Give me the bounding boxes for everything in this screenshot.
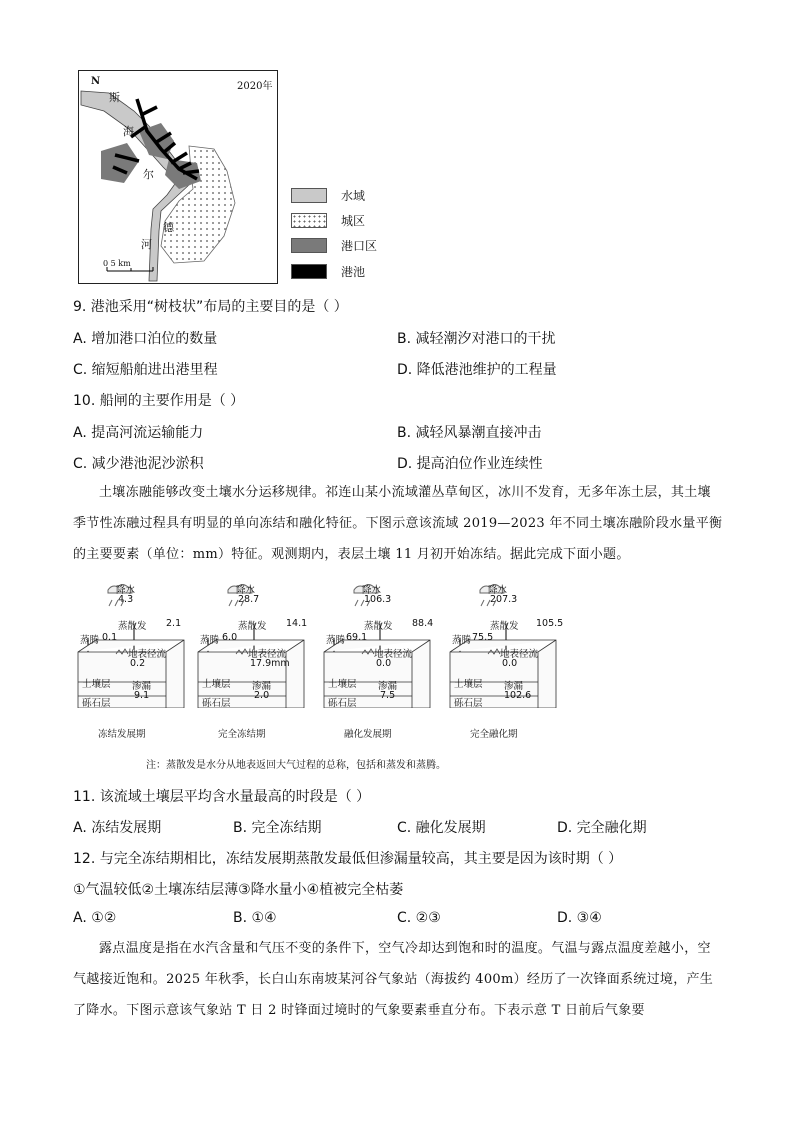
q12-option-d[interactable]: D. ③④	[557, 910, 602, 926]
legend-city	[291, 212, 365, 229]
sublim-label: 蒸腾	[80, 635, 100, 646]
sublim-label: 蒸腾	[200, 635, 220, 646]
seep-label: 渗漏	[378, 681, 398, 692]
q11-option-b[interactable]: B. 完全冻结期	[233, 820, 322, 836]
legend-port	[291, 237, 377, 254]
panel-complete-thaw	[448, 578, 568, 743]
runoff-label: 地表径流	[500, 649, 539, 660]
passage-dew-point: 露点温度是指在水汽含量和气压不变的条件下，空气冷却达到饱和时的温度。气温与露点温度差越小，空气越接近饱和。2025 年秋季，长白山东南坡某河谷气象站（海拔约 400m）经历了一次锋面系统过境，产生了降水。下图示意该气象站 T 日 2 时锋面过境时的气象要素垂直分布。下表示意 T 日前后气象要	[73, 941, 714, 1018]
gravel-label: 砾石层	[202, 698, 231, 709]
runoff-value: 17.9mm	[250, 658, 290, 669]
panel-freeze-development	[76, 578, 196, 743]
runoff-label: 地表径流	[248, 649, 287, 660]
q9-option-b[interactable]: B. 减轻潮汐对港口的干扰	[397, 331, 556, 347]
q10-option-b[interactable]: B. 减轻风暴潮直接冲击	[397, 425, 542, 441]
city-swatch-icon	[291, 213, 327, 228]
river-char: 德	[163, 221, 174, 234]
legend-label: 水域	[341, 189, 366, 203]
runoff-label: 地表径流	[374, 649, 413, 660]
panel-complete-freeze	[196, 578, 316, 743]
evapo-value: 2.1	[166, 618, 182, 629]
precip-value: 106.3	[364, 594, 392, 605]
water-balance-diagram	[76, 578, 564, 743]
q9-option-c[interactable]: C. 缩短船舶进出港里程	[73, 362, 218, 378]
q12-option-c[interactable]: C. ②③	[397, 910, 441, 926]
seep-value: 2.0	[254, 690, 270, 701]
sublim-value: 69.1	[346, 632, 368, 643]
sublim-value: 75.5	[472, 632, 494, 643]
stage-label: 冻结发展期	[98, 729, 146, 740]
gravel-label: 砾石层	[328, 698, 357, 709]
runoff-value: 0.2	[130, 658, 146, 669]
legend-label: 城区	[341, 214, 366, 228]
legend-basin	[291, 263, 365, 280]
q12-items: ①气温较低②土壤冻结层薄③降水量小④植被完全枯萎	[73, 882, 404, 898]
seep-label: 渗漏	[252, 681, 272, 692]
river-char: 河	[141, 238, 152, 251]
sublim-value: 6.0	[222, 632, 238, 643]
north-indicator: N	[91, 76, 101, 87]
soil-label: 土壤层	[82, 679, 111, 690]
passage-frozen-soil: 土壤冻融能够改变土壤水分运移规律。祁连山某小流域灌丛草甸区，冰川不发育，无多年冻土层，其土壤季节性冻融过程具有明显的单向冻结和融化特征。下图示意该流域 2019—2023 年不同土壤冻融阶段水量平衡的主要要素（单位：mm）特征。观测期内，表层土壤 11 月初开始冻结。据此完成下面小题。	[73, 485, 723, 562]
water-swatch-icon	[291, 188, 327, 203]
river-char: 斯	[109, 91, 120, 104]
soil-label: 土壤层	[202, 679, 231, 690]
q12-option-a[interactable]: A. ①②	[73, 910, 117, 926]
question-9-stem: 9. 港池采用“树枝状”布局的主要目的是（ ）	[73, 299, 348, 315]
seep-value: 102.6	[504, 690, 532, 701]
q10-option-d[interactable]: D. 提高泊位作业连续性	[397, 456, 543, 472]
diagram-note: 注：蒸散发是水分从地表返回大气过程的总称，包括和蒸发和蒸腾。	[146, 760, 446, 771]
stage-label: 完全冻结期	[218, 729, 266, 740]
soil-label: 土壤层	[328, 679, 357, 690]
river-char: 海	[123, 125, 134, 138]
river-char: 尔	[143, 168, 154, 181]
gravel-label: 砾石层	[82, 698, 111, 709]
q11-option-c[interactable]: C. 融化发展期	[397, 820, 486, 836]
precip-value: 4.3	[118, 594, 134, 605]
sublim-value: 0.1	[102, 632, 118, 643]
soil-label: 土壤层	[454, 679, 483, 690]
gravel-label: 砾石层	[454, 698, 483, 709]
q10-option-a[interactable]: A. 提高河流运输能力	[73, 425, 204, 441]
seep-label: 渗漏	[132, 681, 152, 692]
seep-value: 9.1	[134, 690, 150, 701]
precip-label: 降水	[236, 585, 256, 596]
evapo-value: 14.1	[286, 618, 308, 629]
q9-option-d[interactable]: D. 降低港池维护的工程量	[397, 362, 557, 378]
question-11-stem: 11. 该流域土壤层平均含水量最高的时段是（ ）	[73, 789, 371, 805]
q11-option-d[interactable]: D. 完全融化期	[557, 820, 647, 836]
runoff-value: 0.0	[502, 658, 518, 669]
evapo-label: 蒸散发	[490, 621, 519, 632]
stage-label: 完全融化期	[470, 729, 518, 740]
stage-label: 融化发展期	[344, 729, 392, 740]
q11-option-a[interactable]: A. 冻结发展期	[73, 820, 162, 836]
precip-label: 降水	[362, 585, 382, 596]
seep-label: 渗漏	[504, 681, 524, 692]
precip-value: 207.3	[490, 594, 518, 605]
panel-thaw-development	[322, 578, 442, 743]
runoff-label: 地表径流	[128, 649, 167, 660]
legend-water	[291, 187, 365, 204]
q12-option-b[interactable]: B. ①④	[233, 910, 277, 926]
basin-swatch-icon	[291, 264, 327, 279]
precip-value: 28.7	[238, 594, 260, 605]
sublim-label: 蒸腾	[326, 635, 346, 646]
evapo-label: 蒸散发	[364, 621, 393, 632]
q9-option-a[interactable]: A. 增加港口泊位的数量	[73, 331, 218, 347]
precip-label: 降水	[116, 585, 136, 596]
port-swatch-icon	[291, 238, 327, 253]
sublim-label: 蒸腾	[452, 635, 472, 646]
q10-option-c[interactable]: C. 减少港池泥沙淤积	[73, 456, 204, 472]
legend-label: 港口区	[341, 239, 378, 253]
seep-value: 7.5	[380, 690, 396, 701]
evapo-label: 蒸散发	[238, 621, 267, 632]
question-10-stem: 10. 船闸的主要作用是（ ）	[73, 393, 245, 409]
evapo-value: 105.5	[536, 618, 564, 629]
scale-label: 0 5 km	[103, 259, 131, 268]
map-year: 2020年	[237, 81, 273, 92]
evapo-label: 蒸散发	[118, 621, 147, 632]
port-map	[78, 70, 278, 284]
precip-label: 降水	[488, 585, 508, 596]
evapo-value: 88.4	[412, 618, 434, 629]
runoff-value: 0.0	[376, 658, 392, 669]
legend-label: 港池	[341, 265, 366, 279]
question-12-stem: 12. 与完全冻结期相比，冻结发展期蒸散发最低但渗漏量较高，其主要是因为该时期（ ）	[73, 851, 623, 867]
